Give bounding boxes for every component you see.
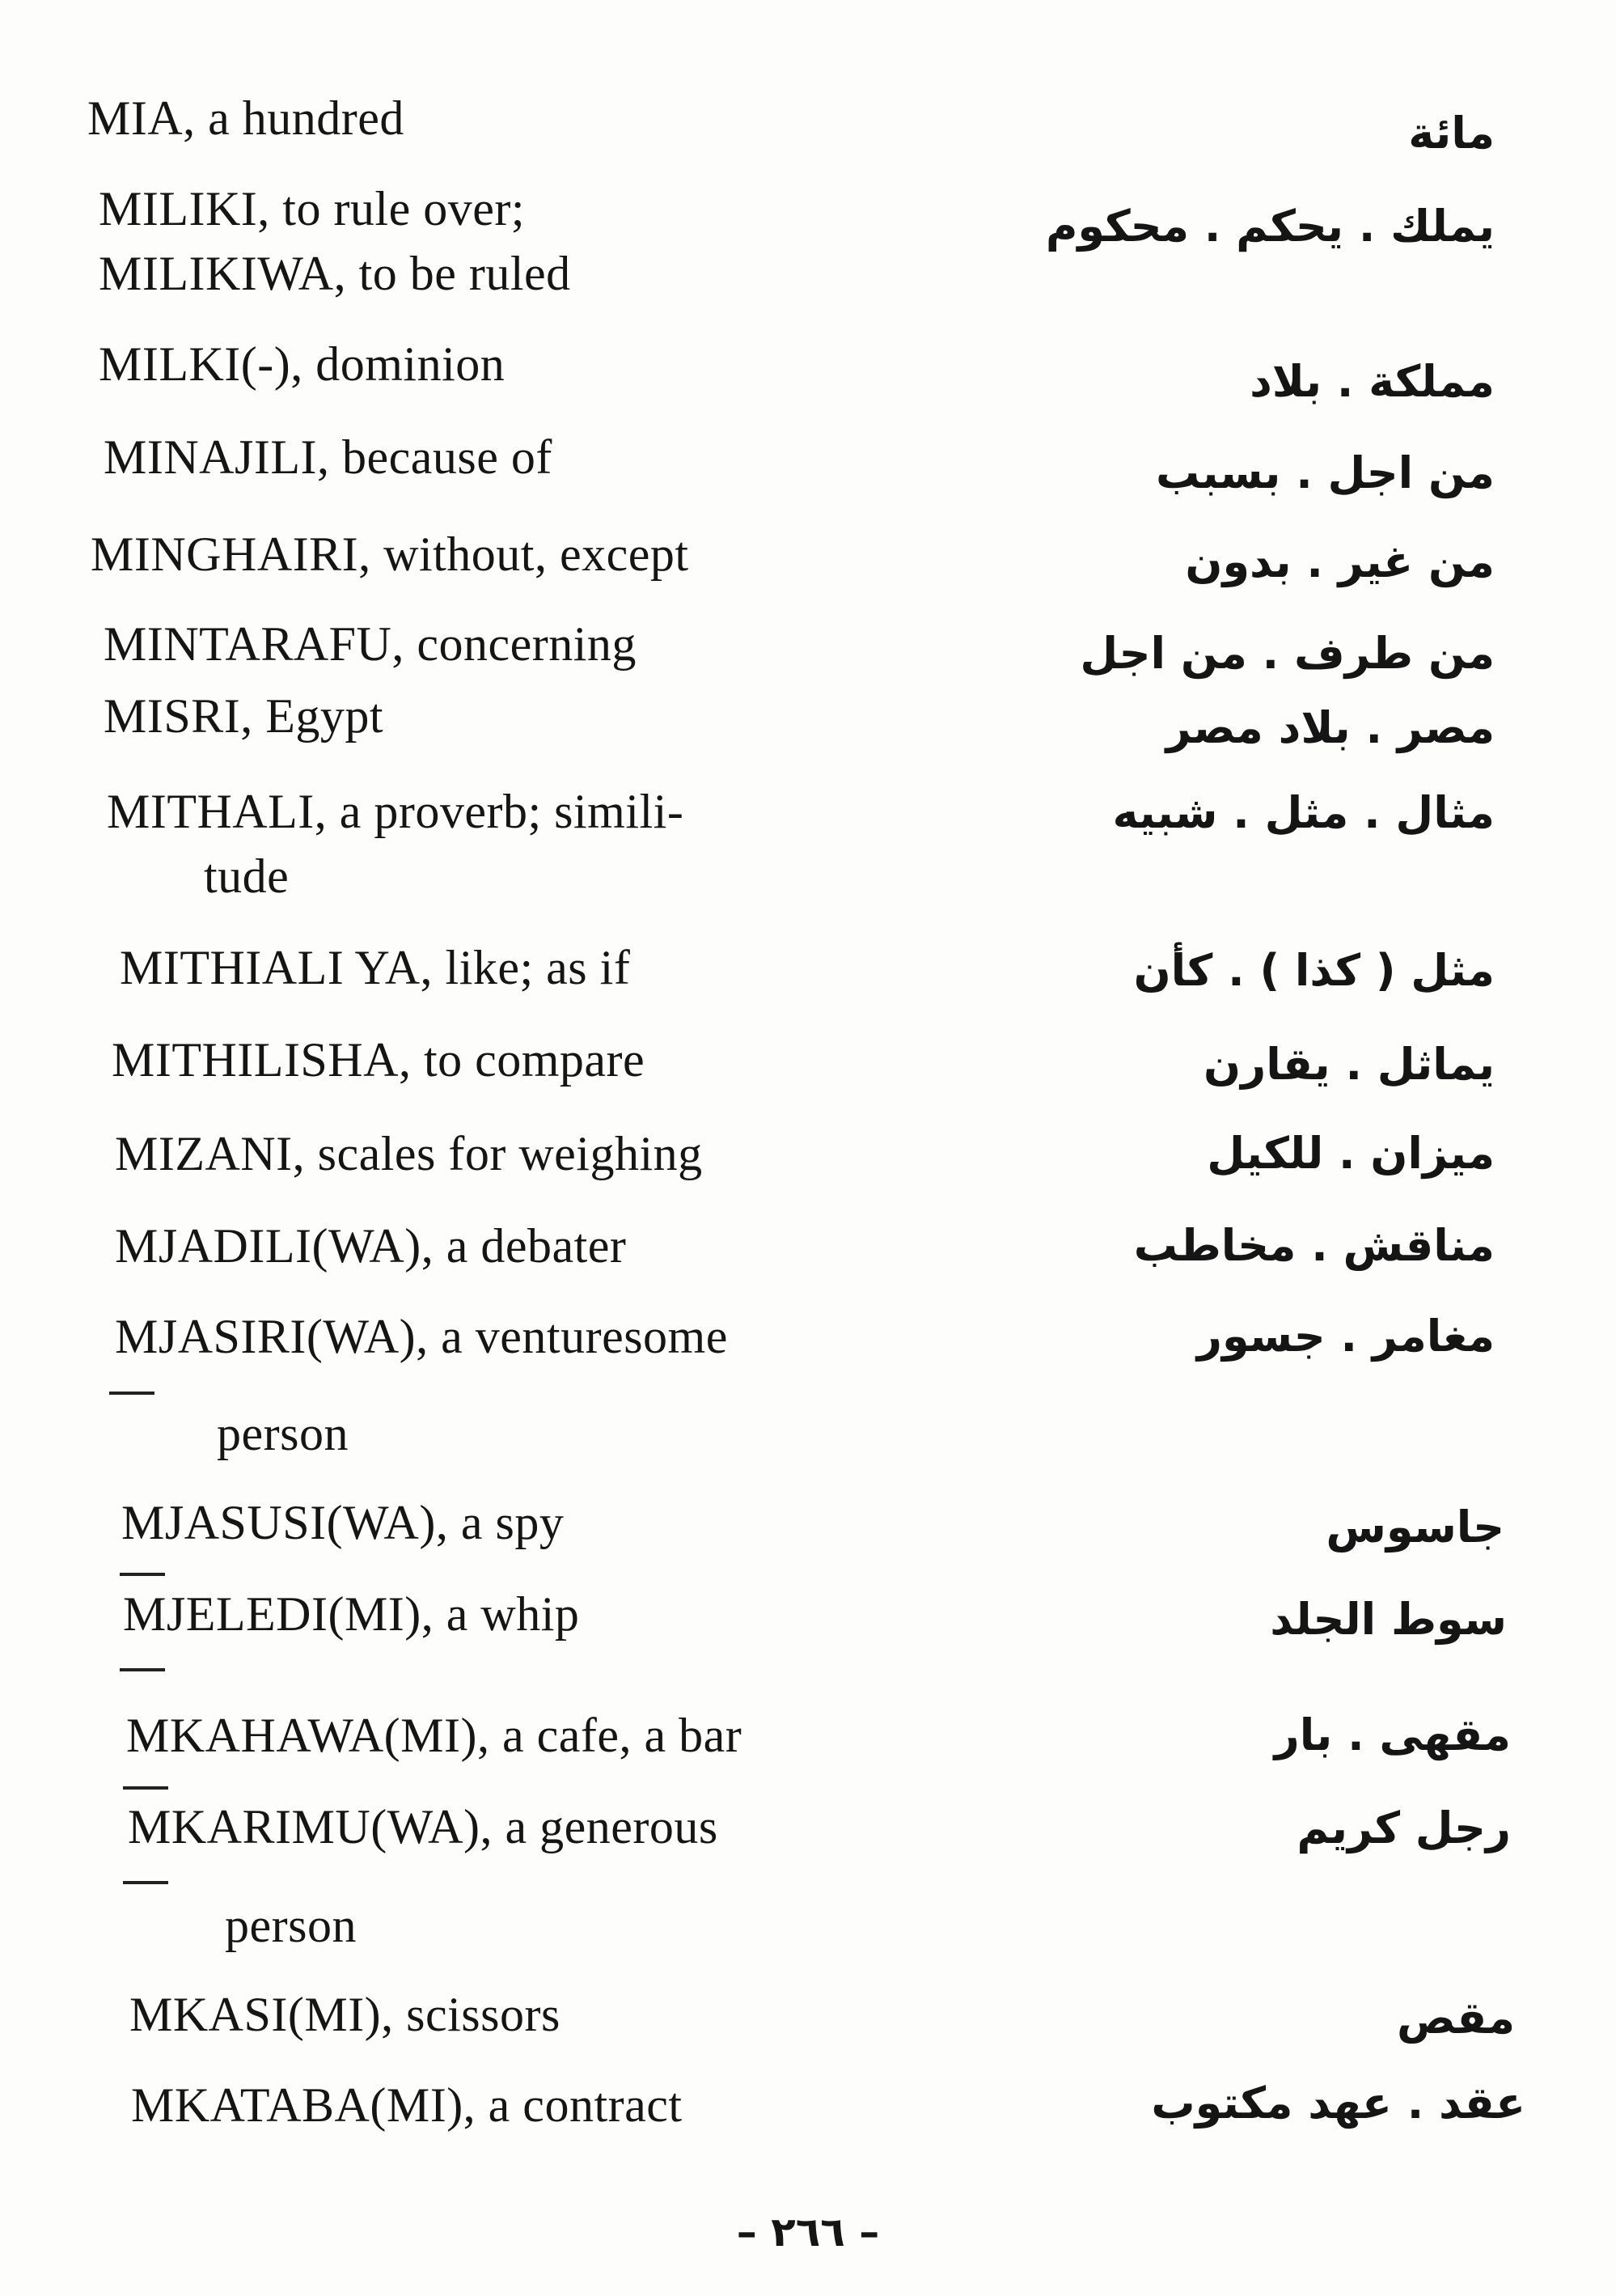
separator-dash xyxy=(123,1786,168,1790)
english-line: MITHALI, a proverb; simili- xyxy=(107,785,684,838)
entry-english xyxy=(115,1214,626,1278)
entry-arabic: من غير . بدون xyxy=(1185,536,1495,587)
english-line: MJADILI(WA), a debater xyxy=(115,1219,627,1273)
english-line: person xyxy=(217,1407,349,1460)
entry-english xyxy=(120,935,630,1000)
english-line: MIA, a hundred xyxy=(87,91,404,145)
entry-arabic: يماثل . يقارن xyxy=(1204,1039,1495,1090)
english-line: MITHIALI YA, like; as if xyxy=(120,941,631,994)
entry-arabic: رجل كريم xyxy=(1297,1802,1511,1853)
entry-arabic: سوط الجلد xyxy=(1270,1594,1507,1645)
english-line: MKAHAWA(MI), a cafe, a bar xyxy=(126,1709,742,1762)
english-line: MKATABA(MI), a contract xyxy=(131,2078,683,2132)
entry-arabic: عقد . عهد مكتوب xyxy=(1151,2078,1525,2129)
entry-arabic: جاسوس xyxy=(1326,1502,1504,1553)
entry-arabic: مقهى . بار xyxy=(1274,1709,1511,1760)
english-line: MIZANI, scales for weighing xyxy=(115,1127,703,1180)
entry-english xyxy=(99,176,571,306)
entry-arabic: مغامر . جسور xyxy=(1196,1311,1495,1362)
entry-english xyxy=(104,684,383,748)
entry-arabic: مملكة . بلاد xyxy=(1250,356,1495,407)
entry-arabic: مناقش . مخاطب xyxy=(1133,1220,1495,1271)
entry-arabic: من طرف . من اجل xyxy=(1080,628,1495,679)
english-line: MKASI(MI), scissors xyxy=(129,1988,561,2041)
english-line: MISRI, Egypt xyxy=(104,689,384,743)
english-line: MILIKI, to rule over; xyxy=(99,182,526,235)
separator-dash xyxy=(120,1668,165,1671)
english-line: MJASUSI(WA), a spy xyxy=(121,1496,565,1549)
entry-english xyxy=(87,86,404,150)
english-line: MITHILISHA, to compare xyxy=(112,1033,645,1087)
entry-arabic: مصر . بلاد مصر xyxy=(1165,702,1495,753)
entry-english xyxy=(128,1794,718,1859)
entry-english-continuation xyxy=(225,1893,357,1958)
entry-english xyxy=(115,1121,703,1186)
english-line: MINTARAFU, concerning xyxy=(104,617,637,671)
entry-arabic: ميزان . للكيل xyxy=(1207,1128,1495,1179)
separator-dash xyxy=(123,1881,168,1884)
entry-arabic: مائة xyxy=(1408,108,1495,159)
english-line: MILKI(-), dominion xyxy=(99,337,506,391)
entry-english xyxy=(115,1304,728,1369)
entry-english xyxy=(126,1703,742,1768)
entry-english xyxy=(123,1582,579,1646)
entry-english xyxy=(107,779,683,909)
english-line: MKARIMU(WA), a generous xyxy=(128,1800,718,1853)
entry-english xyxy=(131,2073,683,2137)
entry-arabic: مثل ( كذا ) . كأن xyxy=(1133,945,1495,996)
separator-dash xyxy=(109,1392,154,1395)
entry-english xyxy=(91,522,689,587)
english-line: MJASIRI(WA), a venturesome xyxy=(115,1310,728,1363)
entry-english xyxy=(104,425,552,489)
entry-arabic: يملك . يحكم . محكوم xyxy=(1045,201,1495,252)
entry-english xyxy=(121,1490,564,1555)
english-line: MJELEDI(MI), a whip xyxy=(123,1587,580,1641)
english-line: tude xyxy=(204,849,290,903)
entry-arabic: من اجل . بسبب xyxy=(1155,447,1495,498)
english-line: person xyxy=(225,1899,357,1952)
entry-english xyxy=(112,1027,645,1092)
entry-english xyxy=(104,612,637,676)
entry-arabic: مثال . مثل . شبيه xyxy=(1112,787,1495,838)
entry-arabic: مقص xyxy=(1397,1993,1515,2044)
english-line: MINAJILI, because of xyxy=(104,430,552,484)
page-number: – ٢٦٦ – xyxy=(736,2209,880,2256)
english-line: MILIKIWA, to be ruled xyxy=(99,247,571,300)
entry-english xyxy=(129,1982,561,2047)
separator-dash xyxy=(120,1573,165,1576)
entry-english-continuation xyxy=(217,1401,349,1466)
entry-english xyxy=(99,332,505,396)
english-line: MINGHAIRI, without, except xyxy=(91,527,689,581)
